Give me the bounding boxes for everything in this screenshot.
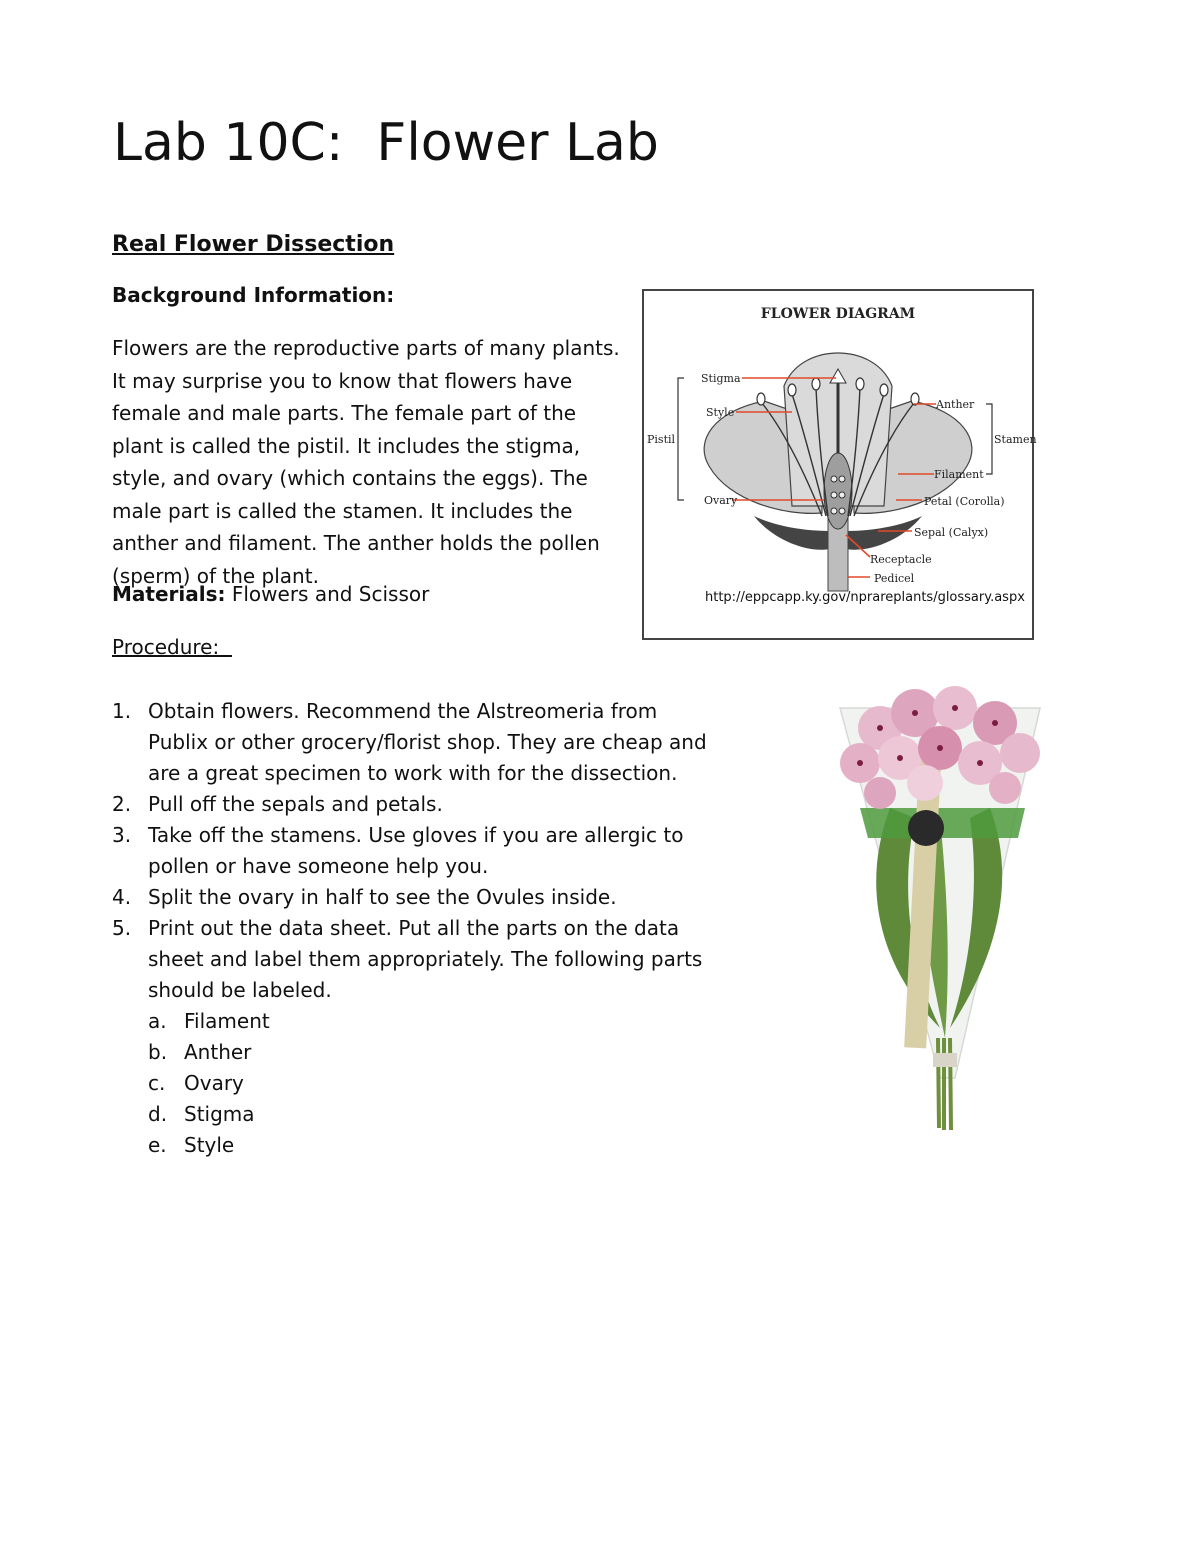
ovule-dot <box>839 476 845 482</box>
background-text: Flowers are the reproductive parts of many plants. It may surprise you to know that flowers have female and male parts. The female part of the plant is called the pistil. It includes the stigma, style, and ovary (which contains the eggs). The male part is called the stamen. It includes the anther and filament. The anther holds the pollen (sperm) of the plant. <box>112 336 620 588</box>
ovule-dot <box>831 508 837 514</box>
step-text: Take off the stamens. Use gloves if you are allergic to pollen or have someone help you. <box>148 823 684 878</box>
right-sepal-shape <box>847 516 922 550</box>
materials-line <box>112 582 429 606</box>
procedure-heading: Procedure: <box>112 635 232 659</box>
label-ovary: Ovary <box>704 494 738 507</box>
sub-item-letter: c. <box>148 1071 166 1095</box>
sub-item-text: Style <box>184 1133 235 1157</box>
procedure-list <box>112 696 712 1161</box>
list-item <box>112 789 712 820</box>
label-style: Style <box>706 406 735 419</box>
leaves-group <box>876 808 1002 1038</box>
list-item <box>112 696 712 789</box>
twine-shape <box>933 1053 957 1067</box>
diagram-source-url: http://eppcapp.ky.gov/nprareplants/glossary.aspx <box>705 590 1025 605</box>
label-pistil: Pistil <box>647 433 676 446</box>
label-receptacle: Receptacle <box>870 553 932 566</box>
label-sepal: Sepal (Calyx) <box>914 526 989 539</box>
ovule-dot <box>831 476 837 482</box>
sub-item-text: Filament <box>184 1009 270 1033</box>
sub-list-item <box>112 1068 712 1099</box>
page-title: Lab 10C: Flower Lab <box>113 113 659 173</box>
label-pedicel: Pedicel <box>874 572 915 585</box>
sub-list-item <box>112 1130 712 1161</box>
list-item <box>112 820 712 882</box>
sub-list-item <box>112 1006 712 1037</box>
materials-label: Materials: <box>112 582 226 606</box>
diagram-title: FLOWER DIAGRAM <box>760 306 916 322</box>
alstroemeria-bouquet-image <box>820 668 1180 1138</box>
section-heading: Real Flower Dissection <box>112 232 395 257</box>
background-paragraph <box>112 332 632 592</box>
flower-diagram-figure <box>644 291 1037 638</box>
ovule-dot <box>839 508 845 514</box>
label-stamen: Stamen <box>994 433 1037 446</box>
label-anther: Anther <box>936 398 975 411</box>
background-heading: Background Information: <box>112 283 395 307</box>
left-sepal-shape <box>754 516 829 550</box>
sub-list-item <box>112 1099 712 1130</box>
sub-item-letter: e. <box>148 1133 167 1157</box>
step-text: Print out the data sheet. Put all the parts on the data sheet and label them appropriately. The following parts should be labeled. <box>148 916 703 1002</box>
sub-item-text: Stigma <box>184 1102 255 1126</box>
sub-item-text: Ovary <box>184 1071 244 1095</box>
stems-group <box>938 1038 951 1130</box>
step-number: 5. <box>112 916 132 940</box>
brand-badge-shape <box>908 810 944 846</box>
step-number: 4. <box>112 885 132 909</box>
step-text: Obtain flowers. Recommend the Alstreomeria from Publix or other grocery/florist shop. They are cheap and are a great specimen to work with for the dissection. <box>148 699 707 785</box>
list-item <box>112 882 712 913</box>
sub-item-letter: d. <box>148 1102 168 1126</box>
ovary-shape <box>824 453 852 529</box>
ovule-dot <box>831 492 837 498</box>
sub-item-letter: b. <box>148 1040 168 1064</box>
flower-diagram <box>642 289 1037 640</box>
label-filament: Filament <box>934 468 984 481</box>
list-item <box>112 913 712 1006</box>
sub-item-letter: a. <box>148 1009 167 1033</box>
ovule-dot <box>839 492 845 498</box>
step-number: 3. <box>112 823 132 847</box>
materials-value: Flowers and Scissor <box>231 582 430 606</box>
sub-list-item <box>112 1037 712 1068</box>
step-text: Split the ovary in half to see the Ovules inside. <box>148 885 617 909</box>
step-number: 1. <box>112 699 132 723</box>
sub-item-text: Anther <box>184 1040 252 1064</box>
step-number: 2. <box>112 792 132 816</box>
step-text: Pull off the sepals and petals. <box>148 792 443 816</box>
label-stigma: Stigma <box>701 372 741 385</box>
label-petal: Petal (Corolla) <box>924 495 1005 508</box>
